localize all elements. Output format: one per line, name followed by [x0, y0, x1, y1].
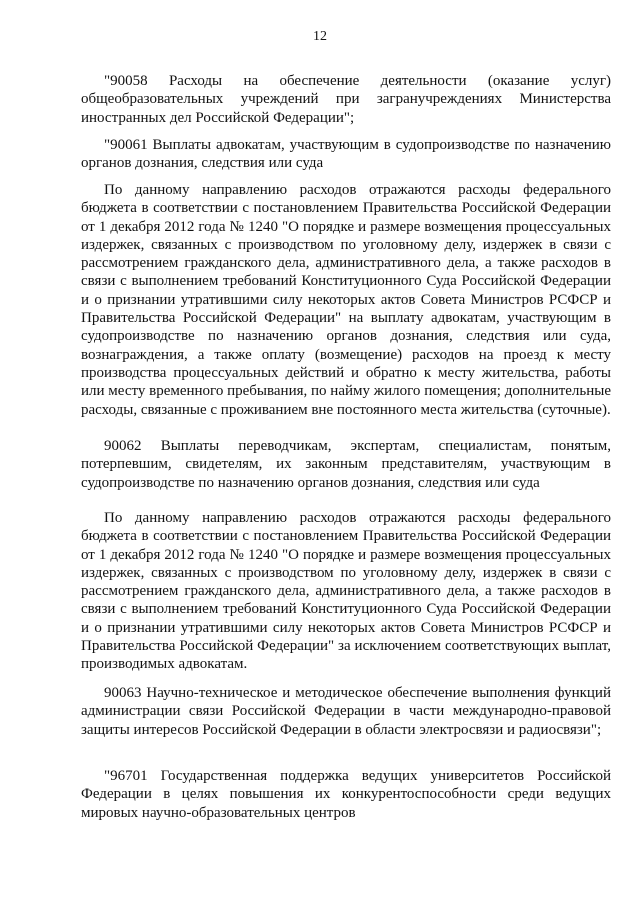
- paragraph-90058: "90058 Расходы на обеспечение деятельности (оказание услуг) общеобразовательных учреждений при загранучреждениях Министерства иностранных дел Российской Федерации";: [81, 73, 611, 126]
- page-number: 12: [313, 29, 327, 44]
- paragraph-90062: 90062 Выплаты переводчикам, экспертам, специалистам, понятым, потерпевшим, свидетелям, их законным представителям, участвующим в судопроизводстве по назначению органов дознания, следствия или суда: [81, 438, 611, 491]
- paragraph-90062-description: По данному направлению расходов отражаются расходы федерального бюджета в соответствии с постановлением Правительства Российской Федерации от 1 декабря 2012 года № 1240 "О порядке и размере возмещения процессуальных издержек, связанных с производством по уголовному делу, издержек в связи с рассмотрением гражданского дела, административного дела, а также расходов в связи с выполнением требований Конституционного Суда Российской Федерации и о признании утратившими силу некоторых актов Совета Министров РСФСР и Правительства Российской Федерации" за исключением соответствующих выплат, производимых адвокатам.: [81, 510, 611, 673]
- paragraph-96701: "96701 Государственная поддержка ведущих университетов Российской Федерации в целях повышения их конкурентоспособности среди ведущих мировых научно-образовательных центров: [81, 768, 611, 821]
- paragraph-90061-description: По данному направлению расходов отражаются расходы федерального бюджета в соответствии с постановлением Правительства Российской Федерации от 1 декабря 2012 года № 1240 "О порядке и размере возмещения процессуальных издержек, связанных с производством по уголовному делу, издержек в связи с рассмотрением гражданского дела, административного дела, а также расходов в связи с выполнением требований Конституционного Суда Российской Федерации и о признании утратившими силу некоторых актов Совета Министров РСФСР и Правительства Российской Федерации" на выплату адвокатам, участвующим в судопроизводстве по назначению органов дознания, следствия или суда, вознаграждения, а также оплату (возмещение) расходов на проезд к месту производства процессуальных действий и обратно к месту жительства, работы или месту временного пребывания, по найму жилого помещения; дополнительные расходы, связанные с проживанием вне постоянного места жительства (суточные).: [81, 182, 611, 418]
- paragraph-90061: "90061 Выплаты адвокатам, участвующим в судопроизводстве по назначению органов дознания, следствия или суда: [81, 137, 611, 172]
- paragraph-90063: 90063 Научно-техническое и методическое обеспечение выполнения функций администрации связи Российской Федерации в части международно-правовой защиты интересов Российской Федерации в области электросвязи и радиосвязи";: [81, 685, 611, 738]
